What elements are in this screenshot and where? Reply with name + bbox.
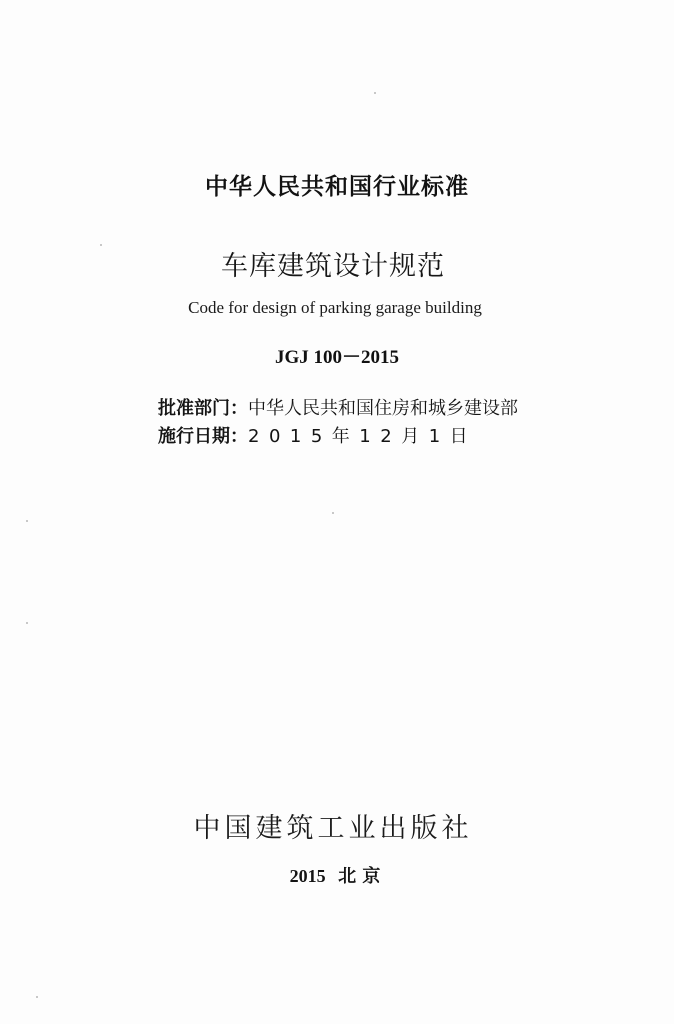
standard-code: JGJ 100－2015	[274, 347, 400, 368]
scan-speck	[332, 512, 334, 514]
scan-speck	[26, 520, 28, 522]
scan-speck	[100, 244, 102, 246]
document-title-chinese: 车库建筑设计规范	[221, 251, 445, 282]
scan-speck	[26, 622, 28, 624]
publication-place: 北 京	[338, 866, 381, 887]
standard-category: 中华人民共和国行业标准	[205, 174, 469, 200]
document-title-english: Code for design of parking garage building	[188, 298, 482, 317]
scan-speck	[36, 996, 38, 998]
approval-department-row	[158, 394, 578, 420]
effective-date-row	[158, 422, 578, 448]
approval-department-label: 批准部门：	[158, 398, 248, 419]
scan-speck	[374, 92, 376, 94]
effective-date-label: 施行日期：	[158, 426, 248, 447]
approval-department-value: 中华人民共和国住房和城乡建设部	[248, 398, 518, 419]
effective-date-value: 2015年12月1日	[248, 426, 478, 447]
publication-year: 2015	[289, 866, 326, 886]
publication-line	[0, 862, 672, 888]
publisher-name: 中国建筑工业出版社	[193, 813, 473, 844]
